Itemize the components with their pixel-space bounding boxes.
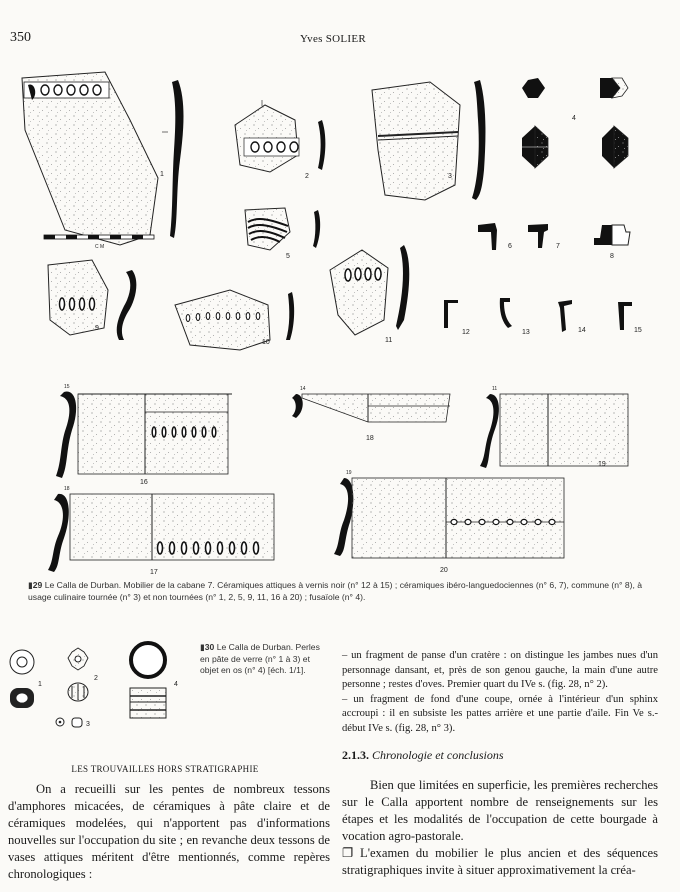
bead-3 xyxy=(56,718,82,727)
profile-15 xyxy=(618,302,632,330)
bead-1 xyxy=(10,650,34,708)
left-column-body xyxy=(8,781,330,883)
profile-12 xyxy=(444,300,458,328)
fig29-frag-19: 19 xyxy=(346,470,352,476)
list-item: – un fragment de fond d'une coupe, ornée à l'intérieur d'un sphinx accroupi : il en subsiste les pattes arrière et une partie d'aile. Fin Ve s.-début IVe s. (fig. 28, n° 3). xyxy=(342,693,658,734)
scale-label: C M xyxy=(95,244,105,250)
paragraph: On a recueilli sur les pentes de nombreux tessons d'amphores micacées, de céramiques à pâte claire et de céramiques modelées, qui n'apportent pas d'informations nouvelles sur l'occupation du site ; en revanche deux tessons de vases attiques méritent d'être mentionnés, comme repères chronologiques : xyxy=(8,782,330,881)
page-number: 350 xyxy=(10,30,31,45)
right-column-body xyxy=(342,777,658,879)
fig29-label-12: 12 xyxy=(462,329,470,336)
fig29-label-9: 9 xyxy=(95,325,99,332)
fig29-label-17: 17 xyxy=(150,569,158,576)
figure-30-drawings xyxy=(0,640,195,740)
fig29-label-4: 4 xyxy=(572,115,576,122)
sherd-1 xyxy=(22,72,184,245)
list-item: – un fragment de panse d'un cratère : on distingue les jambes nues d'un personnage dansant, et, près de son genou gauche, la main d'une autre personne ; restes d'oves. Premier quart du IVe s. (fig. 28, n° 2). xyxy=(342,650,658,690)
fig30-label-2: 2 xyxy=(94,675,98,682)
fig29-label-1: 1 xyxy=(160,171,164,178)
sherd-3 xyxy=(372,80,485,200)
fig29-label-6: 6 xyxy=(508,243,512,250)
profile-7 xyxy=(528,224,548,248)
fig29-label-2: 2 xyxy=(305,173,309,180)
paragraph: Bien que limitées en superficie, les premières recherches sur le Calla apportent nombre de renseignements sur les étapes et les modalités de l'occupation de cette bourgade à vocation agro-pastorale. xyxy=(342,778,658,843)
left-column-heading: LES TROUVAILLES HORS STRATIGRAPHIE xyxy=(71,764,259,774)
section-title: Chronologie et conclusions xyxy=(372,748,504,762)
fig29-label-3: 3 xyxy=(448,173,452,180)
fig29-label-16: 16 xyxy=(140,479,148,486)
fig29-label-7: 7 xyxy=(556,243,560,250)
rim-17 xyxy=(48,486,274,572)
fig29-label-11: 11 xyxy=(385,337,393,344)
rim-16 xyxy=(56,384,232,478)
figure-29-plate xyxy=(0,60,680,580)
profile-14 xyxy=(558,300,572,332)
sherd-11 xyxy=(330,245,409,335)
sherd-9 xyxy=(48,260,136,340)
sherd-5 xyxy=(245,208,320,250)
spindle-whorl-4 xyxy=(522,78,628,168)
profile-13 xyxy=(500,298,512,328)
fig29-frag-11: 11 xyxy=(492,386,498,392)
right-column-list xyxy=(342,649,658,736)
fig29-frag-14: 14 xyxy=(300,386,306,392)
fig29-label-5: 5 xyxy=(286,253,290,260)
rim-18 xyxy=(292,386,450,422)
fig29-label-8: 8 xyxy=(610,253,614,260)
section-number: 2.1.3. xyxy=(342,748,369,762)
rim-19 xyxy=(480,386,628,468)
running-head: Yves SOLIER xyxy=(300,33,367,45)
sherd-10 xyxy=(175,290,294,350)
figure-30-number: ▮30 xyxy=(200,642,215,652)
figure-29-number: ▮29 xyxy=(28,580,43,590)
fig29-label-10: 10 xyxy=(262,339,270,346)
fig29-label-19: 19 xyxy=(598,461,606,468)
fig29-label-14: 14 xyxy=(578,327,586,334)
fig29-frag-15: 15 xyxy=(64,384,70,390)
bone-object-4 xyxy=(130,643,166,718)
fig30-label-3: 3 xyxy=(86,721,90,728)
figure-30-caption xyxy=(200,642,325,677)
section-heading xyxy=(342,748,504,763)
figure-29-caption-text: Le Calla de Durban. Mobilier de la cabane 7. Céramiques attiques à vernis noir (n° 12 à 15) ; céramiques ibéro-languedociennes (n° 6, 7), commune (n° 8), à usage culinaire tournée (n° 3) et non tournées (n° 1, 2, 5, 9, 11, 16 à 20) ; fusaïole (n° 4). xyxy=(28,580,643,602)
profile-6 xyxy=(478,223,497,250)
scale-bar xyxy=(44,235,154,239)
rim-20 xyxy=(334,470,564,558)
figure-29-caption xyxy=(28,580,656,603)
fig29-label-13: 13 xyxy=(522,329,530,336)
paragraph: ❐ L'examen du mobilier le plus ancien et des séquences stratigraphiques invite à situer approximativement la créa- xyxy=(342,846,658,877)
fig29-label-15: 15 xyxy=(634,327,642,334)
sherd-2 xyxy=(235,100,325,172)
fig30-label-1: 1 xyxy=(38,681,42,688)
figure-30-caption-text: Le Calla de Durban. Perles en pâte de verre (n° 1 à 3) et objet en os (n° 4) [éch. 1/1]. xyxy=(200,642,320,675)
fig29-label-20: 20 xyxy=(440,567,448,574)
fig29-frag-18: 18 xyxy=(64,486,70,492)
fig29-label-18: 18 xyxy=(366,435,374,442)
fig30-label-4: 4 xyxy=(174,681,178,688)
profile-8 xyxy=(594,225,630,245)
bead-2 xyxy=(68,648,88,701)
